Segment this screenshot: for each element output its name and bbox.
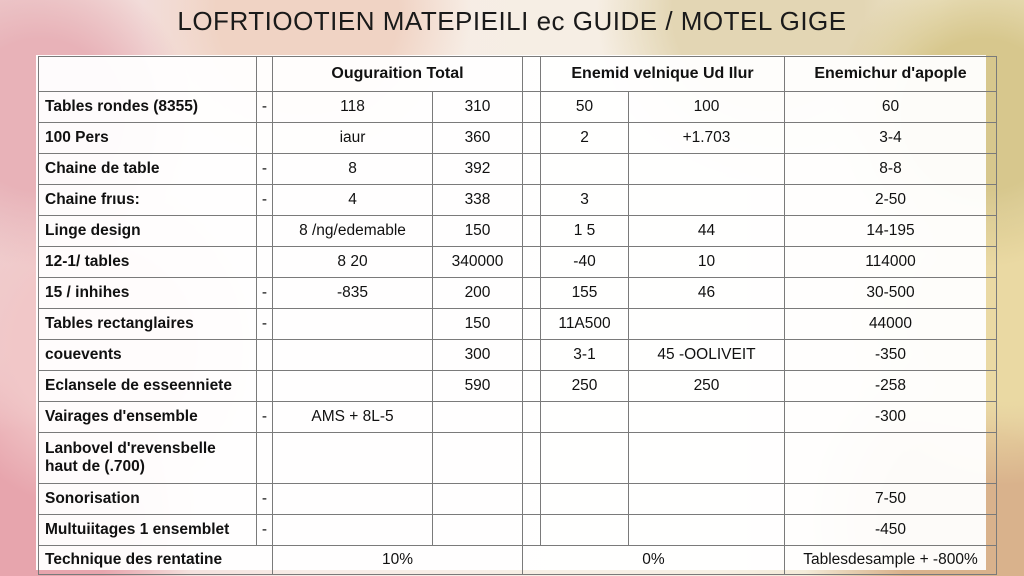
cell-c: 250 — [541, 371, 629, 402]
cell-c: 1 5 — [541, 216, 629, 247]
cell-dash — [257, 340, 273, 371]
cell-dash — [257, 433, 273, 484]
cell-dash: - — [257, 484, 273, 515]
cell-b — [433, 402, 523, 433]
cell-d: 10 — [629, 247, 785, 278]
cell-e: -450 — [785, 515, 997, 546]
cell-b — [433, 433, 523, 484]
header-empty-gap — [523, 57, 541, 92]
table-row — [39, 154, 997, 185]
cell-gap — [523, 515, 541, 546]
cell-a: AMS + 8L-5 — [273, 402, 433, 433]
cell-b: 310 — [433, 92, 523, 123]
cell-label: 15 / inhihes — [39, 278, 257, 309]
table-row — [39, 185, 997, 216]
table-row — [39, 123, 997, 154]
cell-b — [433, 515, 523, 546]
cell-label: Multuiitages 1 ensemblet — [39, 515, 257, 546]
cell-d — [629, 309, 785, 340]
cell-e: 3-4 — [785, 123, 997, 154]
cell-gap — [523, 92, 541, 123]
footer-total-1: 10% — [273, 546, 523, 575]
cell-gap — [523, 123, 541, 154]
cell-c: 11A500 — [541, 309, 629, 340]
cell-dash: - — [257, 402, 273, 433]
cell-e: -258 — [785, 371, 997, 402]
cell-gap — [523, 402, 541, 433]
header-row — [39, 57, 997, 92]
cell-a: 8 — [273, 154, 433, 185]
cell-b: 392 — [433, 154, 523, 185]
cell-label: Tables rectanglaires — [39, 309, 257, 340]
cell-b: 590 — [433, 371, 523, 402]
cell-gap — [523, 185, 541, 216]
cell-a: iaur — [273, 123, 433, 154]
table-row — [39, 371, 997, 402]
cell-b: 360 — [433, 123, 523, 154]
cell-label: Vairages d'ensemble — [39, 402, 257, 433]
cell-c — [541, 484, 629, 515]
cell-b: 338 — [433, 185, 523, 216]
cell-label: Chaine de table — [39, 154, 257, 185]
cell-e: 60 — [785, 92, 997, 123]
cell-label: 100 Pers — [39, 123, 257, 154]
cell-d: +1.703 — [629, 123, 785, 154]
materials-table — [38, 56, 997, 575]
cell-d — [629, 484, 785, 515]
cell-d — [629, 515, 785, 546]
cell-a — [273, 309, 433, 340]
cell-b: 200 — [433, 278, 523, 309]
cell-d — [629, 433, 785, 484]
cell-c: 2 — [541, 123, 629, 154]
cell-a: -835 — [273, 278, 433, 309]
cell-dash: - — [257, 92, 273, 123]
cell-a — [273, 371, 433, 402]
cell-e: 7-50 — [785, 484, 997, 515]
cell-label: Lanbovel d'revensbelle haut de (.700) — [39, 433, 257, 484]
table-row — [39, 484, 997, 515]
cell-label: Chaine frıus: — [39, 185, 257, 216]
cell-label: 12-1/ tables — [39, 247, 257, 278]
header-empty — [39, 57, 257, 92]
cell-dash — [257, 371, 273, 402]
cell-c: 155 — [541, 278, 629, 309]
cell-a — [273, 484, 433, 515]
header-empty-dash — [257, 57, 273, 92]
cell-c — [541, 402, 629, 433]
cell-d: 46 — [629, 278, 785, 309]
cell-c — [541, 433, 629, 484]
cell-gap — [523, 484, 541, 515]
cell-b: 150 — [433, 309, 523, 340]
cell-dash: - — [257, 154, 273, 185]
cell-dash: - — [257, 185, 273, 216]
cell-e: -350 — [785, 340, 997, 371]
cell-a: 4 — [273, 185, 433, 216]
footer-total-3: Tablesdesample + -800% — [785, 546, 997, 575]
cell-label: Eclansele de esseenniete — [39, 371, 257, 402]
header-group-2: Enemid velnique Ud Ilur — [541, 57, 785, 92]
cell-gap — [523, 340, 541, 371]
table-row — [39, 402, 997, 433]
cell-gap — [523, 247, 541, 278]
table-row — [39, 92, 997, 123]
cell-d: 44 — [629, 216, 785, 247]
cell-d — [629, 402, 785, 433]
cell-dash: - — [257, 515, 273, 546]
cell-a: 118 — [273, 92, 433, 123]
table-row — [39, 278, 997, 309]
table-body — [39, 92, 997, 546]
cell-d: 250 — [629, 371, 785, 402]
cell-c: 3-1 — [541, 340, 629, 371]
cell-c: -40 — [541, 247, 629, 278]
page-title: LOFRTIOOTIEN MATEPIEILI ec GUIDE / MOTEL GIGE — [177, 6, 847, 36]
footer-total-2: 0% — [523, 546, 785, 575]
cell-gap — [523, 154, 541, 185]
cell-a: 8 20 — [273, 247, 433, 278]
cell-e: 2-50 — [785, 185, 997, 216]
cell-d: 45 -OOLIVEIT — [629, 340, 785, 371]
cell-b: 300 — [433, 340, 523, 371]
cell-dash — [257, 216, 273, 247]
table-row — [39, 216, 997, 247]
cell-gap — [523, 278, 541, 309]
footer-row — [39, 546, 997, 575]
cell-dash — [257, 247, 273, 278]
cell-label: Sonorisation — [39, 484, 257, 515]
table-row — [39, 340, 997, 371]
cell-a — [273, 340, 433, 371]
cell-e: 14-195 — [785, 216, 997, 247]
cell-dash: - — [257, 278, 273, 309]
cell-e: 8-8 — [785, 154, 997, 185]
cell-b: 150 — [433, 216, 523, 247]
cell-gap — [523, 309, 541, 340]
cell-d: 100 — [629, 92, 785, 123]
cell-c: 3 — [541, 185, 629, 216]
cell-label: Linge design — [39, 216, 257, 247]
header-group-1: Ouguraition Total — [273, 57, 523, 92]
cell-gap — [523, 371, 541, 402]
table-row — [39, 515, 997, 546]
cell-c: 50 — [541, 92, 629, 123]
cell-label: couevents — [39, 340, 257, 371]
cell-label: Tables rondes (8355) — [39, 92, 257, 123]
table-row — [39, 247, 997, 278]
cell-a: 8 /ng/edemable — [273, 216, 433, 247]
cell-gap — [523, 216, 541, 247]
cell-dash — [257, 123, 273, 154]
footer-label: Technique des rentatine — [39, 546, 273, 575]
header-group-3: Enemichur d'apople — [785, 57, 997, 92]
cell-a — [273, 433, 433, 484]
cell-c — [541, 515, 629, 546]
table-row — [39, 309, 997, 340]
cell-e: -300 — [785, 402, 997, 433]
cell-e: 30-500 — [785, 278, 997, 309]
cell-dash: - — [257, 309, 273, 340]
cell-b: 340000 — [433, 247, 523, 278]
cell-e — [785, 433, 997, 484]
cell-d — [629, 185, 785, 216]
cell-e: 114000 — [785, 247, 997, 278]
cell-d — [629, 154, 785, 185]
cell-b — [433, 484, 523, 515]
cell-e: 44000 — [785, 309, 997, 340]
cell-a — [273, 515, 433, 546]
cell-gap — [523, 433, 541, 484]
cell-c — [541, 154, 629, 185]
table-row — [39, 433, 997, 484]
